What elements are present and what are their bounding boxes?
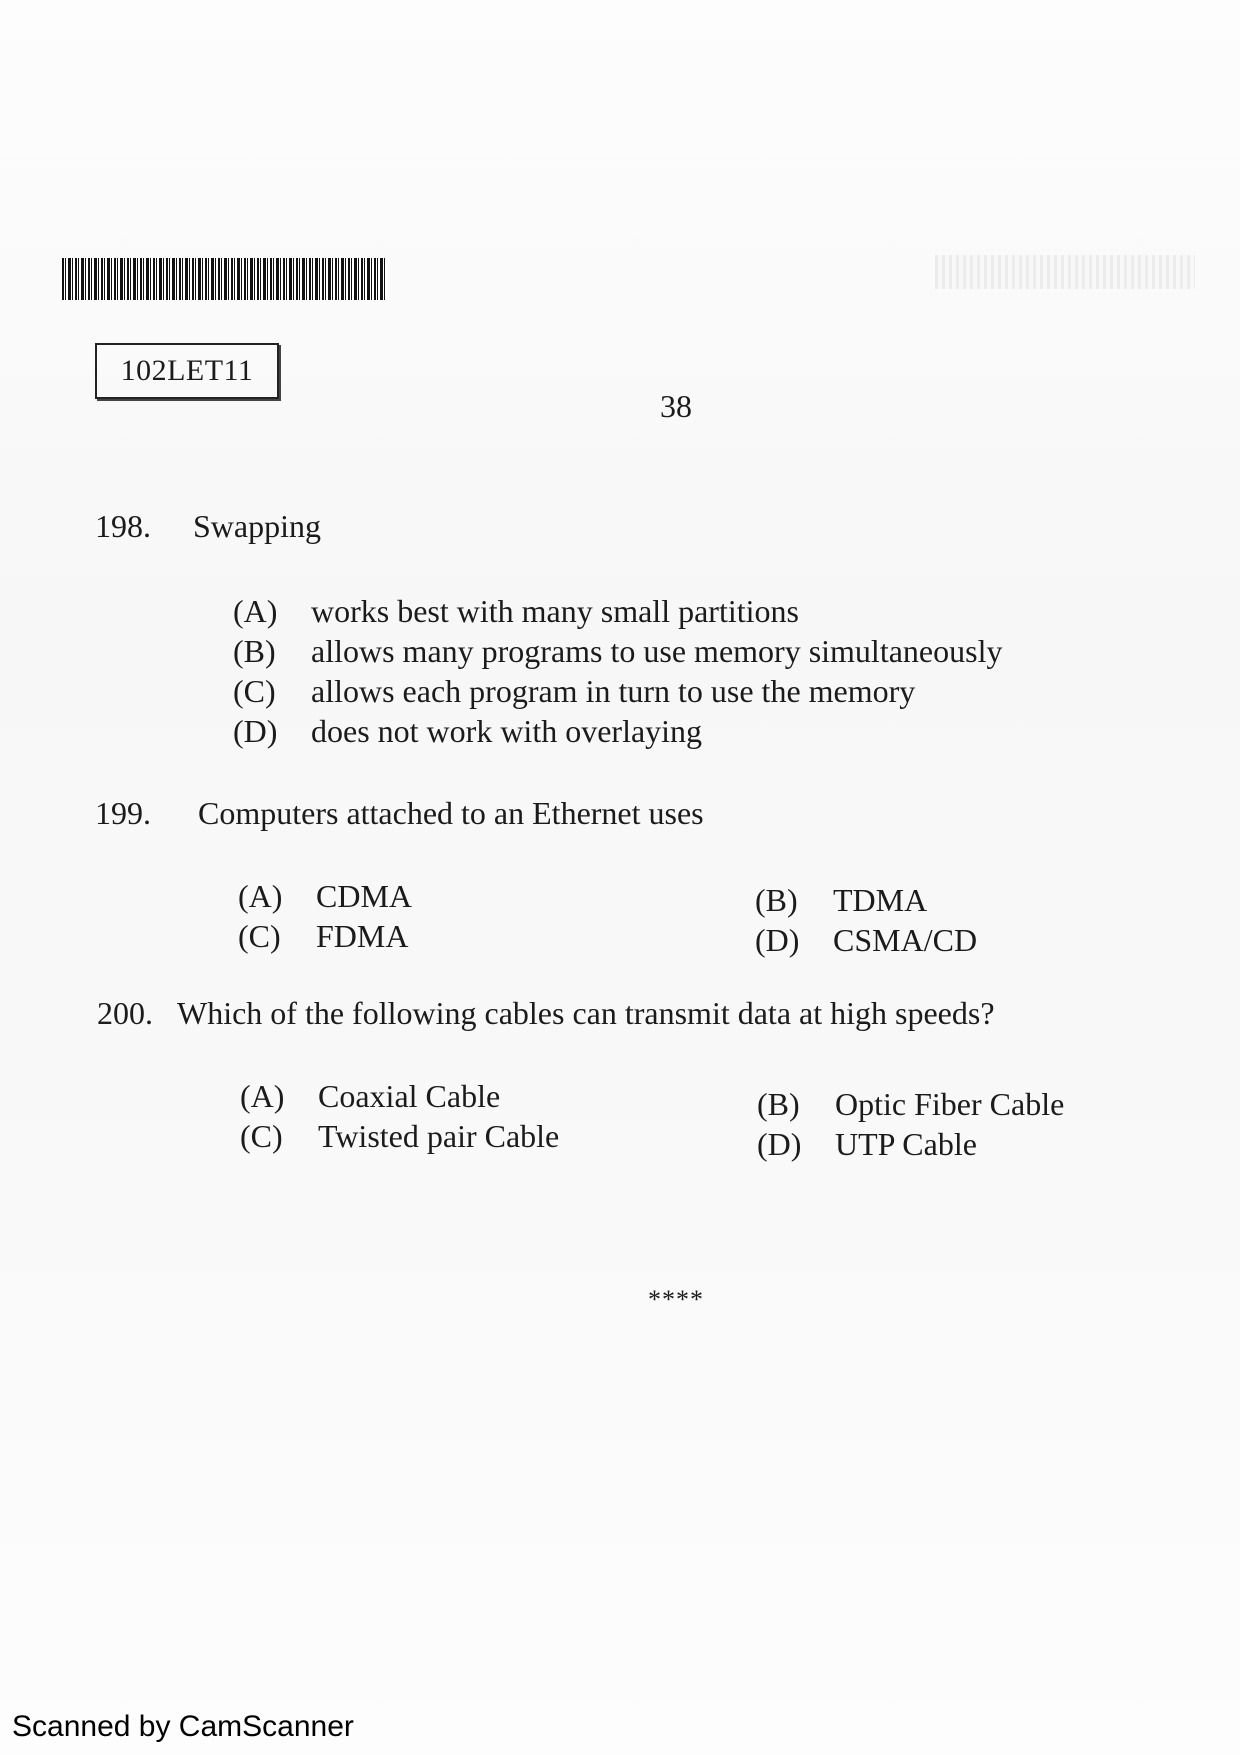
- option-letter: (A): [233, 593, 278, 629]
- paper-code-box: 102LET11: [95, 343, 279, 399]
- option-198-c: [233, 673, 915, 710]
- option-200-b: [757, 1086, 1064, 1123]
- question-200: [97, 995, 995, 1032]
- option-198-b: [233, 633, 1002, 670]
- option-letter: (A): [240, 1078, 285, 1114]
- option-letter: (D): [755, 922, 800, 958]
- option-text: CSMA/CD: [833, 922, 978, 958]
- option-199-b: [755, 882, 927, 919]
- option-200-a: [240, 1078, 500, 1115]
- option-letter: (C): [240, 1118, 283, 1154]
- option-letter: (D): [757, 1126, 802, 1162]
- faded-bleed-through: [935, 255, 1195, 289]
- option-text: Twisted pair Cable: [318, 1118, 560, 1154]
- question-number: 200.: [97, 995, 153, 1031]
- option-199-d: [755, 922, 977, 959]
- option-letter: (A): [238, 878, 283, 914]
- question-text: Swapping: [193, 508, 321, 544]
- option-199-c: [238, 918, 408, 955]
- question-199: [95, 795, 704, 832]
- option-198-d: [233, 713, 702, 750]
- option-letter: (B): [233, 633, 276, 669]
- page-number: 38: [660, 388, 692, 424]
- option-letter: (B): [757, 1086, 800, 1122]
- option-198-a: [233, 593, 799, 630]
- option-text: allows each program in turn to use the memory: [311, 673, 916, 709]
- option-letter: (D): [233, 713, 278, 749]
- option-200-d: [757, 1126, 977, 1163]
- option-text: allows many programs to use memory simultaneously: [311, 633, 1003, 669]
- option-199-a: [238, 878, 412, 915]
- question-number: 199.: [95, 795, 151, 831]
- question-number: 198.: [95, 508, 151, 544]
- scanner-footer: Scanned by CamScanner: [12, 1710, 354, 1743]
- option-text: Coaxial Cable: [318, 1078, 501, 1114]
- barcode: [62, 258, 387, 300]
- option-letter: (C): [233, 673, 276, 709]
- option-200-c: [240, 1118, 559, 1155]
- option-text: does not work with overlaying: [311, 713, 703, 749]
- option-text: FDMA: [316, 918, 409, 954]
- question-198: [95, 508, 321, 545]
- option-letter: (C): [238, 918, 281, 954]
- option-text: works best with many small partitions: [311, 593, 799, 629]
- option-text: CDMA: [316, 878, 413, 914]
- option-text: TDMA: [833, 882, 928, 918]
- question-text: Computers attached to an Ethernet uses: [198, 795, 704, 831]
- option-text: Optic Fiber Cable: [835, 1086, 1065, 1122]
- option-text: UTP Cable: [835, 1126, 977, 1162]
- question-text: Which of the following cables can transmit data at high speeds?: [177, 995, 995, 1031]
- option-letter: (B): [755, 882, 798, 918]
- end-of-paper-mark: ****: [648, 1285, 704, 1314]
